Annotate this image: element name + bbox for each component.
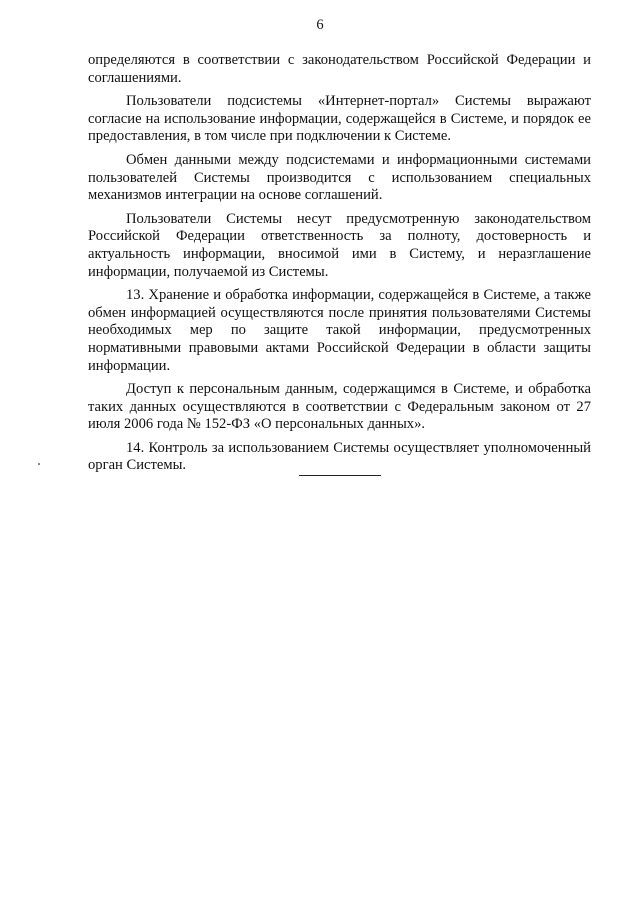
paragraph-item-14-control: 14. Контроль за использованием Системы осуществляет уполномоченный орган Системы. (88, 439, 591, 474)
paragraph-users-responsibility: Пользователи Системы несут предусмотренную законодательством Российской Федерации ответственность за полноту, достоверность и актуальность информации, вносимой ими в Систему, и неразглашение информации, получаемой из Системы. (88, 210, 591, 280)
paragraph-personal-data-access: Доступ к персональным данным, содержащимся в Системе, и обработка таких данных осуществляются в соответствии с Федеральным законом от 27 июля 2006 года № 152-ФЗ «О персональных данных». (88, 381, 591, 433)
end-of-document-rule (299, 475, 381, 476)
scan-speck (38, 463, 40, 465)
page-number: 6 (316, 17, 324, 33)
paragraph-data-exchange: Обмен данными между подсистемами и информационными системами пользователей Системы производится с использованием специальных механизмов интеграции на основе соглашений. (88, 151, 591, 204)
paragraph-item-13-storage: 13. Хранение и обработка информации, содержащейся в Системе, а также обмен информацией осуществляются после принятия пользователями Системы необходимых мер по защите такой информации, предусмотренных нормативными правовыми актами Российской Федерации в области защиты информации. (88, 287, 591, 374)
document-body (88, 52, 591, 481)
paragraph-portal-users-consent: Пользователи подсистемы «Интернет-портал» Системы выражают согласие на использование информации, содержащейся в Системе, и порядок ее предоставления, в том числе при подключении к Системе. (88, 93, 591, 145)
paragraph-continuation: определяются в соответствии с законодательством Российской Федерации и соглашениями. (88, 52, 591, 86)
